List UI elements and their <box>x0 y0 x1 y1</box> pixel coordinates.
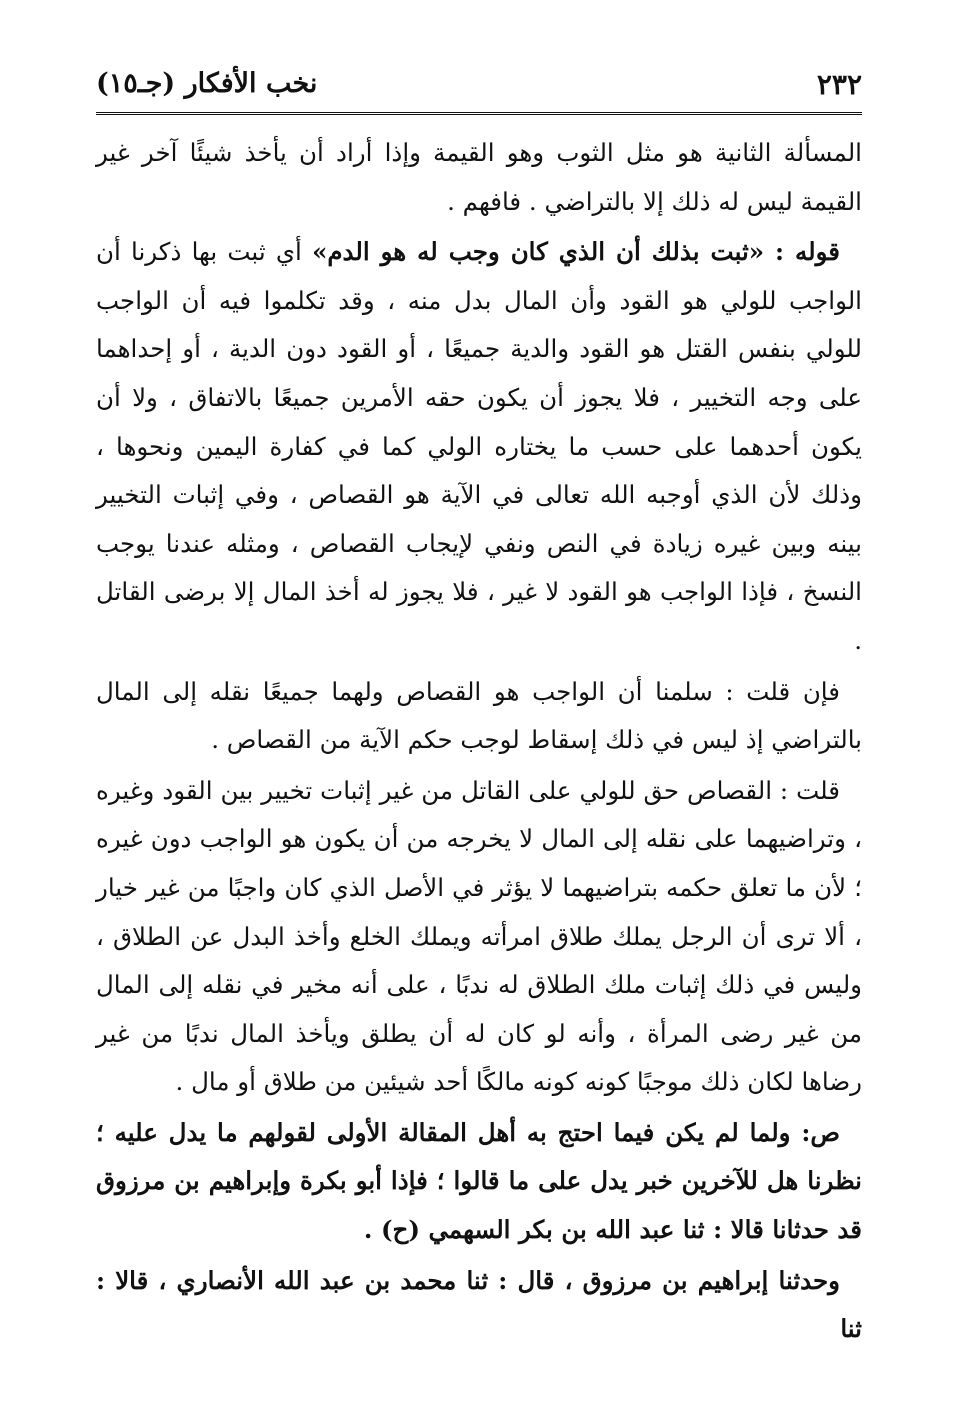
paragraph-commentary <box>96 228 862 665</box>
paragraph-text: ص: ولما لم يكن فيما احتج به أهل المقالة الأولى لقولهم ما يدل عليه ؛ نظرنا هل للآخرين خبر يدل على ما قالوا ؛ فإذا أبو بكرة وإبراهيم بن مرزوق قد حدثانا قالا : ثنا عبد الله بن بكر السهمي (ح) . <box>96 1117 862 1245</box>
paragraph-text: قلت : القصاص حق للولي على القاتل من غير إثبات تخيير بين القود وغيره ، وتراضيهما على نقله إلى المال لا يخرجه من أن يكون هو الواجب دون غيره ؛ لأن ما تعلق حكمه بتراضيهما لا يؤثر في الأصل الذي كان واجبًا من غير خيار ، ألا ترى أن الرجل يملك طلاق امرأته ويملك الخلع وأخذ البدل عن الطلاق ، وليس في ذلك إثبات ملك الطلاق له ندبًا ، على أنه مخير في نقله إلى المال من غير رضى المرأة ، وأنه لو كان له أن يطلق ويأخذ المال ندبًا من غير رضاها لكان ذلك موجبًا كونه كونه مالكًا أحد شيئين من طلاق أو مال . <box>96 775 862 1097</box>
paragraph-response <box>96 767 862 1107</box>
body-text <box>96 129 862 1354</box>
paragraph-text: المسألة الثانية هو مثل الثوب وهو القيمة وإذا أراد أن يأخذ شيئًا آخر غير القيمة ليس له ذلك إلا بالتراضي . فافهم . <box>96 138 862 216</box>
book-title: نخب الأفكار (جـ١٥) <box>96 68 318 99</box>
page-number: ٢٣٢ <box>816 68 862 101</box>
paragraph-text: أي ثبت بها ذكرنا أن الواجب للولي هو القود وأن المال بدل منه ، وقد تكلموا فيه أن الواجب للولي بنفس القتل هو القود والدية جميعًا ، أو القود دون الدية ، أو إحداهما على وجه التخيير ، فلا يجوز أن يكون حقه الأمرين جميعًا بالاتفاق ، ولا أن يكون أحدهما على حسب ما يختاره الولي كما في كفارة اليمين ونحوها ، وذلك لأن الذي أوجبه الله تعالى في الآية هو القصاص ، وفي إثبات التخيير بينه وبين غيره زيادة في النص ونفي لإيجاب القصاص ، ومثله عندنا يوجب النسخ ، فإذا الواجب هو القود لا غير ، فلا يجوز له أخذ المال إلا برضى القاتل . <box>96 237 862 655</box>
running-header <box>96 60 862 115</box>
quoted-lemma: قوله : «ثبت بذلك أن الذي كان وجب له هو الدم» <box>312 237 841 267</box>
paragraph-text: وحدثنا إبراهيم بن مرزوق ، قال : ثنا محمد بن عبد الله الأنصاري ، قالا : ثنا <box>96 1265 862 1344</box>
paragraph-continuation <box>96 129 862 226</box>
paragraph-objection <box>96 668 862 765</box>
paragraph-source-text <box>96 1109 862 1255</box>
paragraph-text: فإن قلت : سلمنا أن الواجب هو القصاص ولهما جميعًا نقله إلى المال بالتراضي إذ ليس في ذلك إسقاط لوجب حكم الآية من القصاص . <box>96 676 862 755</box>
book-page <box>96 60 862 1380</box>
paragraph-isnad <box>96 1257 862 1354</box>
